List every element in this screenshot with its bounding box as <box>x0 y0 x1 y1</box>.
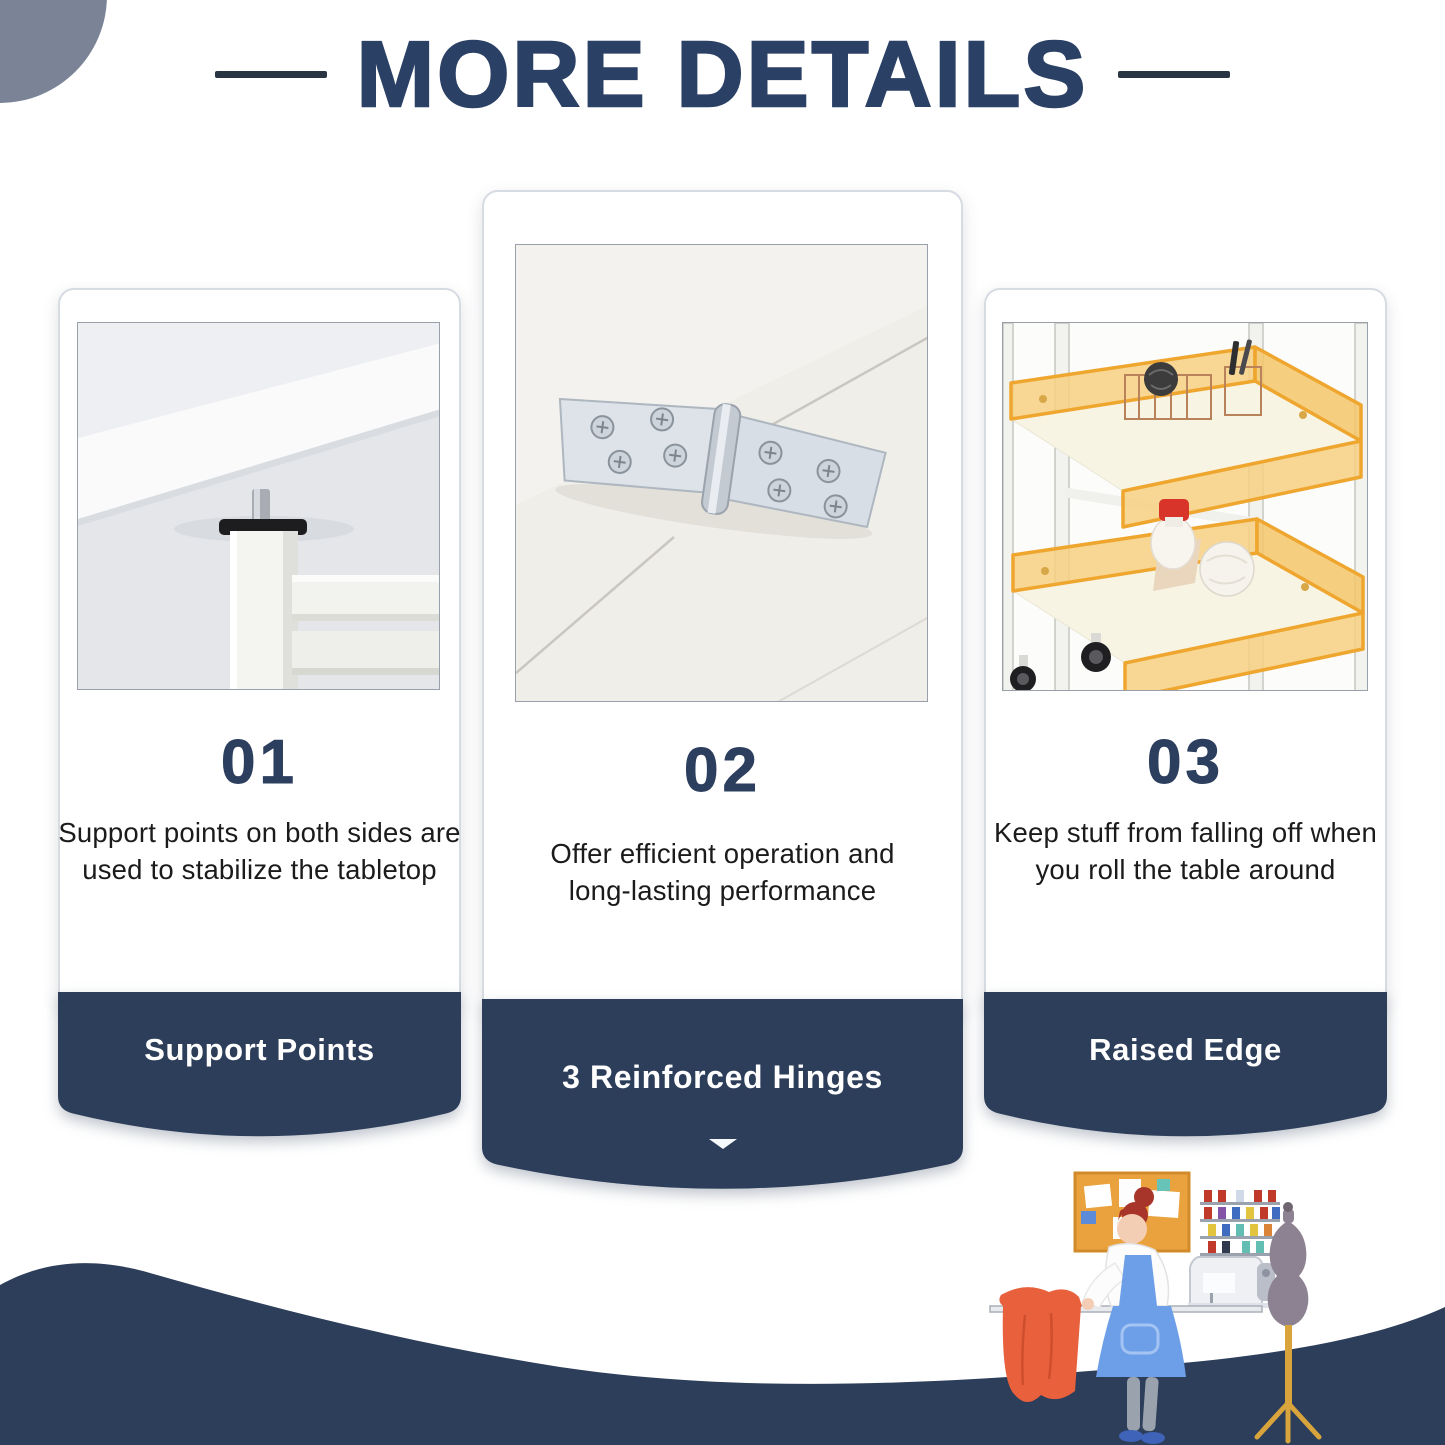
triangle-down-icon <box>709 1139 737 1149</box>
title-dash-right <box>1118 71 1230 78</box>
card-number: 03 <box>1147 728 1224 797</box>
fabric <box>999 1287 1082 1402</box>
title-dash-left <box>215 71 327 78</box>
feature-card-reinforced-hinges <box>482 190 963 1210</box>
footer-label: Support Points <box>144 1032 375 1067</box>
desc-line: Keep stuff from falling off when <box>994 817 1377 848</box>
desc-line: used to stabilize the tabletop <box>82 854 437 885</box>
card-footer <box>482 999 963 1210</box>
card-description <box>984 814 1387 888</box>
desc-line: you roll the table around <box>1035 854 1336 885</box>
desc-line: long-lasting performance <box>568 875 877 906</box>
reinforced-hinge-photo <box>515 244 928 702</box>
footer-label: Raised Edge <box>1089 1032 1282 1067</box>
card-number: 02 <box>684 736 761 805</box>
thread-shelf <box>1200 1190 1280 1256</box>
card-footer <box>58 992 461 1148</box>
page-title: MORE DETAILS <box>356 22 1089 126</box>
sewing-workshop-illustration <box>985 1145 1445 1445</box>
sewing-machine <box>1188 1257 1280 1308</box>
feature-card-support-points <box>58 288 461 1148</box>
card-number: 01 <box>221 728 298 797</box>
desc-line: Offer efficient operation and <box>550 838 895 869</box>
footer-label: 3 Reinforced Hinges <box>562 1059 883 1095</box>
table-leg-support-photo <box>77 322 440 690</box>
desc-line: Support points on both sides are <box>58 817 461 848</box>
raised-edge-cart-photo <box>1002 322 1368 691</box>
card-description <box>482 835 963 909</box>
card-description <box>58 814 461 888</box>
title-row <box>0 22 1445 126</box>
card-footer <box>984 992 1387 1148</box>
feature-card-raised-edge <box>984 288 1387 1148</box>
